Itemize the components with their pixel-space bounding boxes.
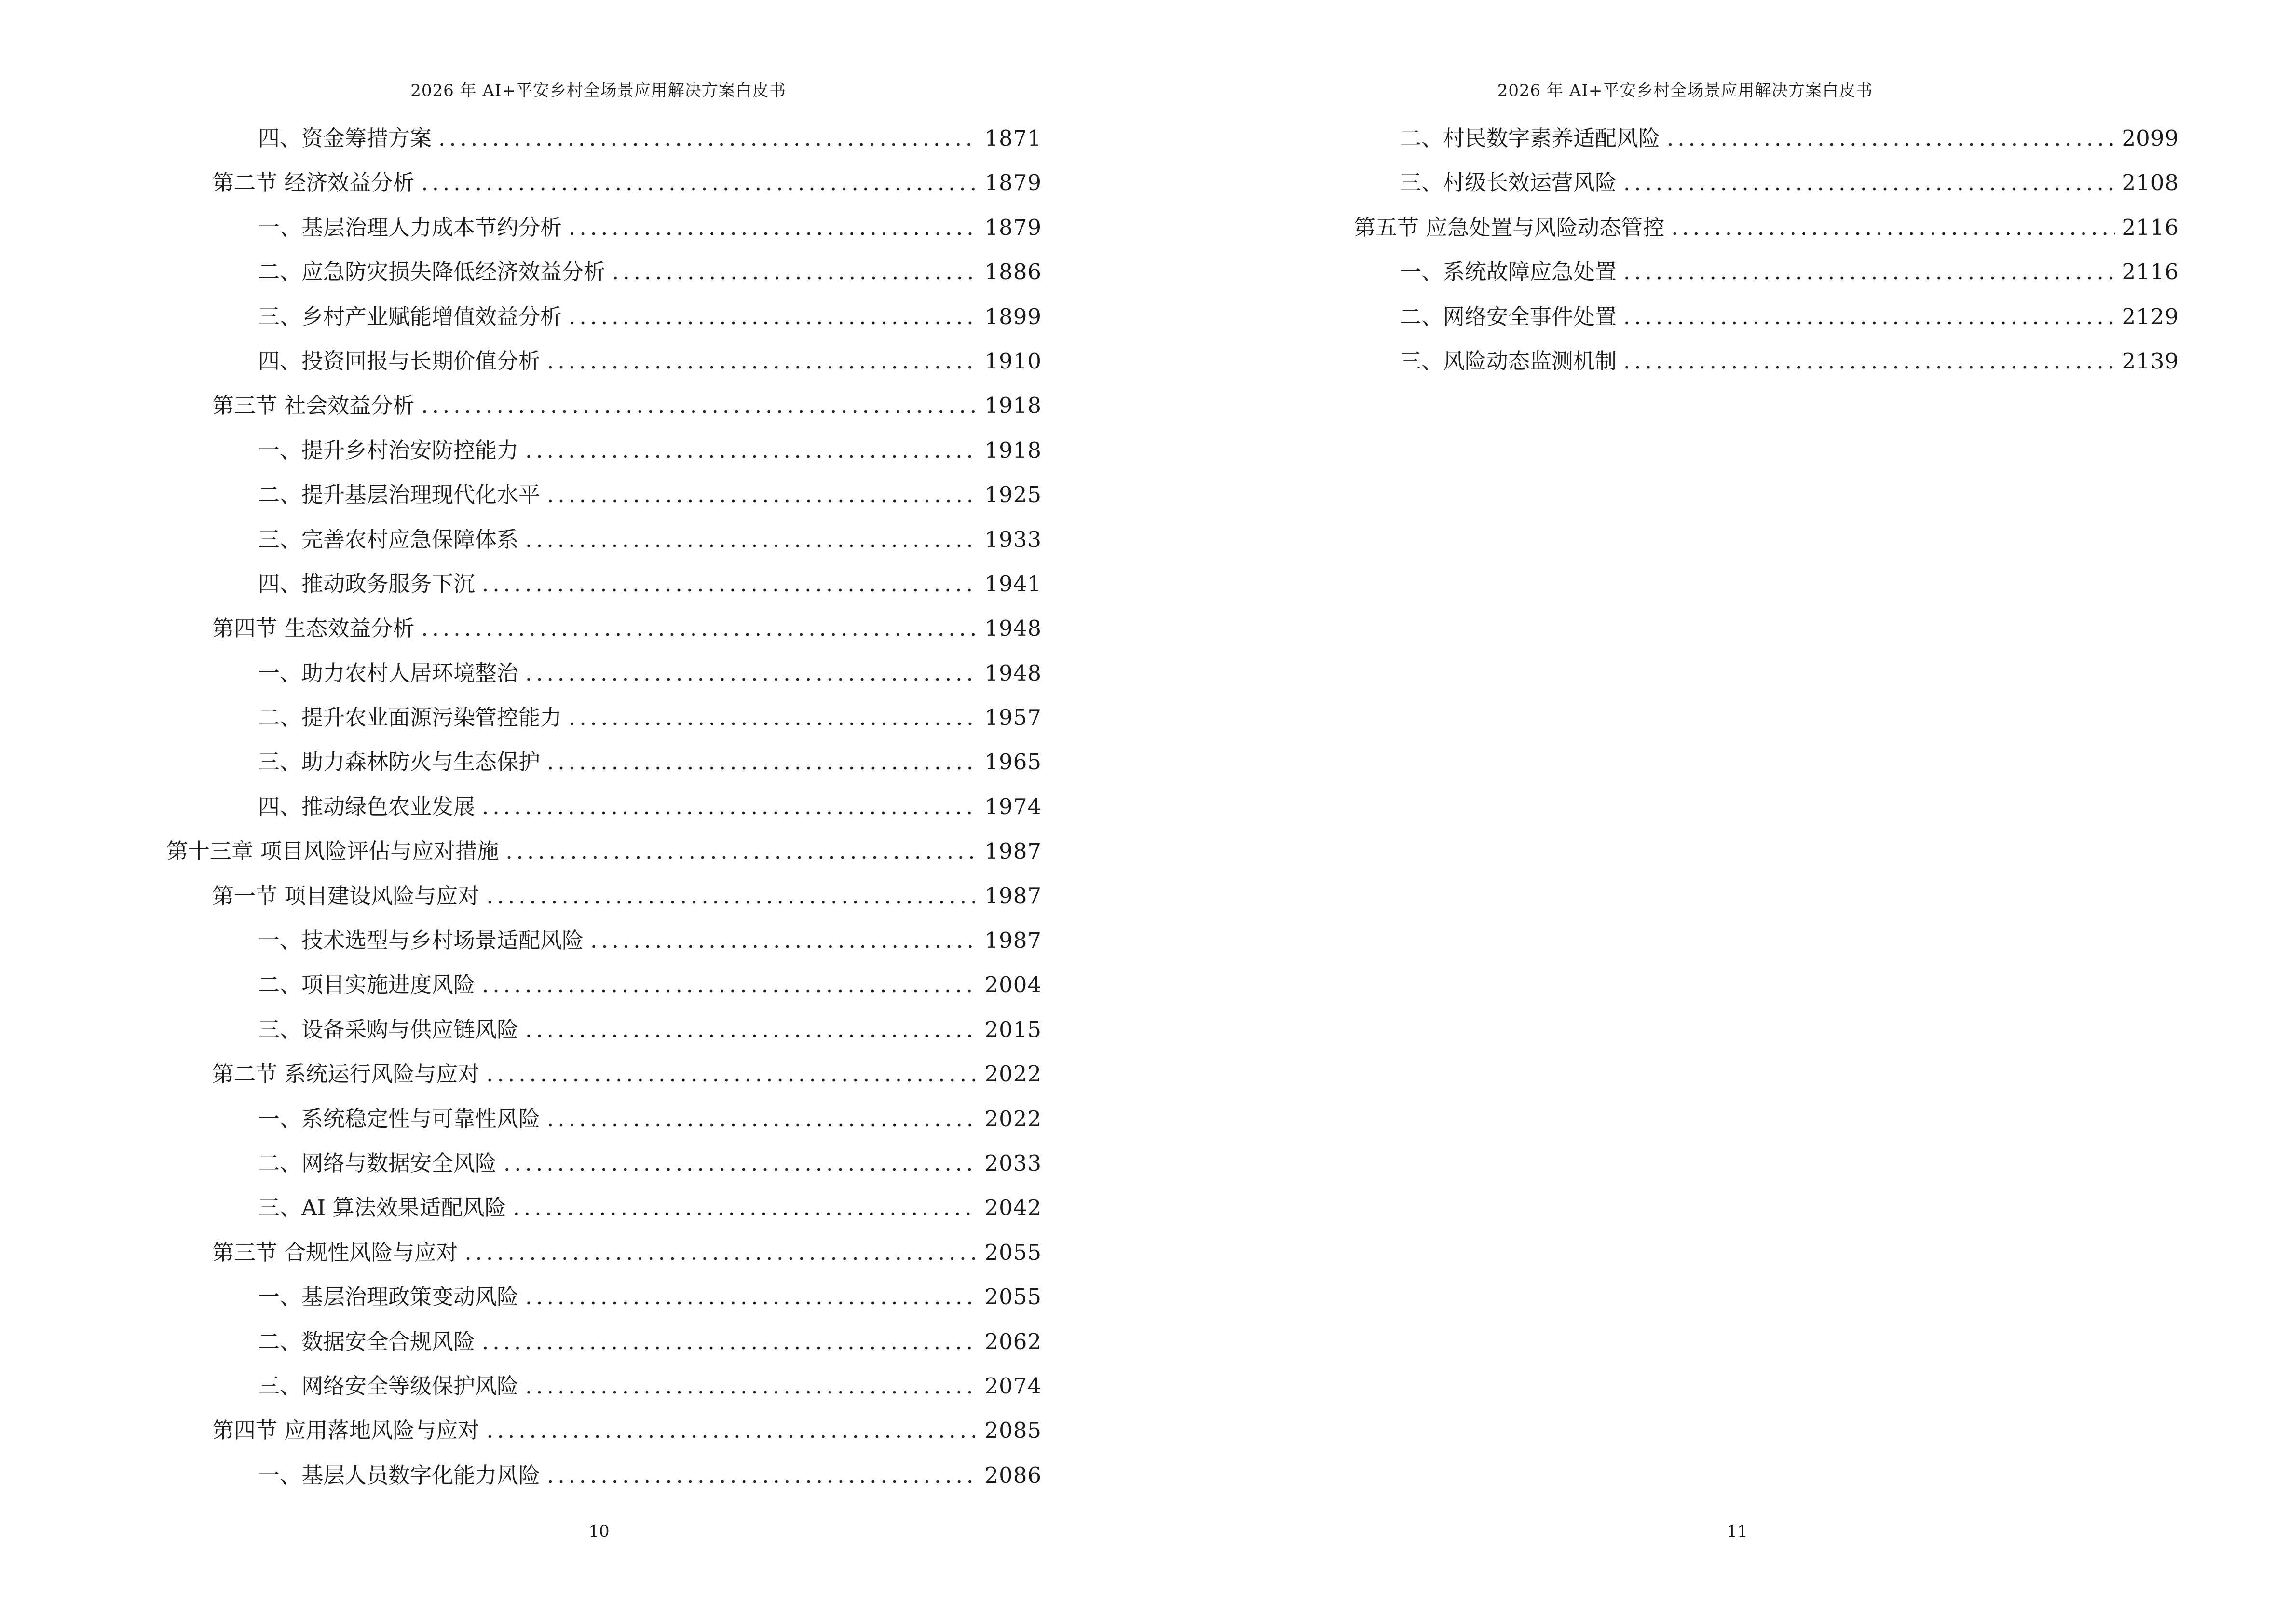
toc-leader-dots (569, 696, 978, 740)
toc-entry[interactable] (0, 651, 1042, 696)
toc-entry-page: 2022 (984, 1105, 1042, 1132)
toc-entry-page: 1987 (984, 928, 1042, 954)
toc-entry-page: 1987 (984, 838, 1042, 864)
toc-entry-page: 1948 (984, 660, 1042, 686)
toc-entry-title: 一、提升乡村治安防控能力 (258, 437, 519, 463)
toc-leader-dots (482, 785, 978, 829)
toc-entry-page: 1918 (984, 393, 1042, 419)
toc-leader-dots (421, 383, 978, 428)
toc-entry-title: 第十三章 项目风险评估与应对措施 (166, 838, 499, 864)
toc-entry[interactable] (0, 1230, 1042, 1275)
toc-leader-dots (482, 963, 978, 1007)
toc-entry[interactable] (0, 1364, 1042, 1408)
toc-entry-title: 三、完善农村应急保障体系 (258, 526, 519, 552)
toc-entry-title: 二、数据安全合规风险 (258, 1328, 476, 1354)
toc-leader-dots (525, 428, 978, 473)
toc-leader-dots (486, 1052, 978, 1096)
toc-entry-page: 1974 (984, 793, 1042, 819)
toc-entry-title: 二、提升基层治理现代化水平 (258, 482, 541, 508)
toc-leader-dots (513, 1186, 978, 1230)
toc-entry-title: 第二节 经济效益分析 (212, 170, 415, 196)
toc-leader-dots (547, 740, 978, 784)
toc-leader-dots (1671, 205, 2115, 250)
toc-leader-dots (505, 829, 978, 873)
toc-entry-title: 一、基层人员数字化能力风险 (258, 1462, 541, 1488)
toc-entry[interactable] (0, 161, 1042, 205)
toc-leader-dots (525, 651, 978, 696)
toc-entry[interactable] (0, 383, 1042, 428)
toc-leader-dots (547, 339, 978, 383)
toc-entry-page: 1925 (984, 482, 1042, 508)
toc-entry-page: 2004 (984, 972, 1042, 998)
running-header: 2026 年 AI+平安乡村全场景应用解决方案白皮书 (410, 81, 786, 100)
toc-entry[interactable] (1144, 205, 2179, 250)
toc-entry[interactable] (0, 1453, 1042, 1498)
toc-entry-page: 2033 (984, 1150, 1042, 1176)
toc-entry[interactable] (0, 874, 1042, 918)
toc-leader-dots (569, 295, 978, 339)
toc-entry-title: 一、助力农村人居环境整治 (258, 660, 519, 686)
toc-entry[interactable] (0, 785, 1042, 829)
toc-entry-page: 1918 (984, 437, 1042, 463)
toc-entry-title: 三、助力森林防火与生态保护 (258, 749, 541, 775)
toc-entry-page: 1987 (984, 883, 1042, 909)
toc-entry[interactable] (0, 250, 1042, 294)
toc-entry[interactable] (1144, 250, 2179, 294)
toc-leader-dots (547, 1097, 978, 1141)
toc-entry[interactable] (0, 116, 1042, 161)
toc-entry-page: 1948 (984, 615, 1042, 641)
toc-entry-page: 2116 (2122, 214, 2179, 240)
toc-entry-title: 第五节 应急处置与风险动态管控 (1354, 214, 1665, 240)
toc-entry[interactable] (0, 205, 1042, 250)
toc-leader-dots (1623, 295, 2115, 339)
toc-entry-title: 第四节 生态效益分析 (212, 615, 415, 641)
toc-leader-dots (504, 1141, 978, 1186)
toc-entry-page: 1910 (984, 348, 1042, 374)
toc-leader-dots (525, 1364, 978, 1408)
toc-entry-page: 2116 (2122, 259, 2179, 285)
toc-entry-page: 2055 (984, 1239, 1042, 1265)
toc-leader-dots (482, 562, 978, 606)
toc-entry-page: 1879 (984, 214, 1042, 240)
toc-entry-title: 第一节 项目建设风险与应对 (212, 883, 480, 909)
toc-entry[interactable] (0, 606, 1042, 651)
toc-entry-title: 三、风险动态监测机制 (1400, 348, 1617, 374)
toc-entry[interactable] (0, 562, 1042, 606)
toc-entry-title: 二、网络安全事件处置 (1400, 303, 1617, 329)
toc-entry-title: 二、提升农业面源污染管控能力 (258, 705, 562, 731)
toc-entry-page: 2099 (2122, 125, 2179, 151)
toc-entry[interactable] (0, 1097, 1042, 1141)
toc-leader-dots (1623, 250, 2115, 294)
toc-entry-title: 二、网络与数据安全风险 (258, 1150, 497, 1176)
toc-entry[interactable] (0, 1275, 1042, 1319)
toc-entry-title: 一、系统稳定性与可靠性风险 (258, 1105, 541, 1132)
toc-entry[interactable] (0, 473, 1042, 517)
toc-entry-page: 2086 (984, 1462, 1042, 1488)
page-number: 11 (1727, 1522, 1748, 1541)
toc-leader-dots (482, 1320, 978, 1364)
toc-entry[interactable] (0, 740, 1042, 784)
toc-leader-dots (438, 116, 978, 161)
toc-entry-page: 2139 (2122, 348, 2179, 374)
toc-entry-title: 三、乡村产业赋能增值效益分析 (258, 303, 562, 329)
page-number: 10 (588, 1522, 610, 1541)
toc-leader-dots (547, 1453, 978, 1498)
toc-entry-page: 1941 (984, 571, 1042, 597)
toc-entry-page: 2108 (2122, 170, 2179, 196)
toc-entry-title: 三、设备采购与供应链风险 (258, 1016, 519, 1042)
toc-entry-title: 第四节 应用落地风险与应对 (212, 1418, 480, 1444)
toc-leader-dots (464, 1230, 978, 1275)
toc-entry-page: 2055 (984, 1284, 1042, 1310)
toc-entry-title: 一、基层治理人力成本节约分析 (258, 214, 562, 240)
toc-entry-page: 1957 (984, 705, 1042, 731)
toc-leader-dots (612, 250, 978, 294)
toc-entry-page: 1871 (984, 125, 1042, 151)
toc-entry[interactable] (1144, 116, 2179, 161)
toc-leader-dots (1667, 116, 2115, 161)
toc-entry-title: 四、资金筹措方案 (258, 125, 432, 151)
toc-entry-title: 四、投资回报与长期价值分析 (258, 348, 541, 374)
toc-entry[interactable] (0, 918, 1042, 963)
toc-list (0, 116, 1042, 1498)
toc-entry[interactable] (1144, 161, 2179, 205)
toc-entry-page: 2015 (984, 1016, 1042, 1042)
toc-entry[interactable] (1144, 295, 2179, 339)
toc-entry[interactable] (0, 1052, 1042, 1096)
toc-entry-page: 2085 (984, 1418, 1042, 1444)
toc-entry-title: 四、推动政务服务下沉 (258, 571, 476, 597)
toc-entry[interactable] (0, 339, 1042, 383)
toc-entry-page: 2062 (984, 1328, 1042, 1354)
toc-entry-page: 2129 (2122, 303, 2179, 329)
toc-entry[interactable] (0, 518, 1042, 562)
toc-entry-title: 四、推动绿色农业发展 (258, 793, 476, 819)
toc-entry-title: 二、项目实施进度风险 (258, 972, 476, 998)
toc-leader-dots (486, 874, 978, 918)
toc-entry-title: 二、应急防灾损失降低经济效益分析 (258, 259, 606, 285)
toc-entry-page: 2042 (984, 1195, 1042, 1221)
toc-entry[interactable] (0, 1008, 1042, 1052)
toc-entry-page: 1965 (984, 749, 1042, 775)
toc-entry-title: 第二节 系统运行风险与应对 (212, 1061, 480, 1087)
toc-entry[interactable] (0, 1141, 1042, 1186)
toc-leader-dots (525, 1008, 978, 1052)
toc-leader-dots (1623, 161, 2115, 205)
toc-entry[interactable] (0, 1408, 1042, 1453)
toc-leader-dots (547, 473, 978, 517)
toc-entry-title: 一、技术选型与乡村场景适配风险 (258, 928, 584, 954)
running-header: 2026 年 AI+平安乡村全场景应用解决方案白皮书 (1497, 81, 1873, 100)
toc-leader-dots (590, 918, 978, 963)
toc-list (1144, 116, 2179, 383)
toc-entry[interactable] (0, 696, 1042, 740)
toc-leader-dots (569, 205, 978, 250)
toc-leader-dots (525, 1275, 978, 1319)
toc-entry-page: 1933 (984, 526, 1042, 552)
toc-leader-dots (1623, 339, 2115, 383)
toc-entry-page: 2074 (984, 1373, 1042, 1399)
toc-entry[interactable] (0, 295, 1042, 339)
toc-entry[interactable] (0, 829, 1042, 873)
toc-entry-title: 第三节 合规性风险与应对 (212, 1239, 458, 1265)
toc-entry-title: 三、网络安全等级保护风险 (258, 1373, 519, 1399)
toc-entry-title: 二、村民数字素养适配风险 (1400, 125, 1661, 151)
toc-leader-dots (525, 518, 978, 562)
toc-entry-page: 1886 (984, 259, 1042, 285)
toc-leader-dots (421, 606, 978, 651)
toc-entry-title: 三、AI 算法效果适配风险 (258, 1195, 506, 1221)
toc-entry-page: 1899 (984, 303, 1042, 329)
toc-entry-title: 一、系统故障应急处置 (1400, 259, 1617, 285)
toc-entry-page: 2022 (984, 1061, 1042, 1087)
toc-leader-dots (421, 161, 978, 205)
toc-entry-page: 1879 (984, 170, 1042, 196)
toc-entry-title: 一、基层治理政策变动风险 (258, 1284, 519, 1310)
page-right (1144, 0, 2287, 1624)
toc-leader-dots (486, 1408, 978, 1453)
toc-entry[interactable] (1144, 339, 2179, 383)
toc-entry[interactable] (0, 1320, 1042, 1364)
toc-entry[interactable] (0, 1186, 1042, 1230)
toc-entry-title: 三、村级长效运营风险 (1400, 170, 1617, 196)
toc-entry-title: 第三节 社会效益分析 (212, 393, 415, 419)
toc-entry[interactable] (0, 428, 1042, 473)
toc-entry[interactable] (0, 963, 1042, 1007)
